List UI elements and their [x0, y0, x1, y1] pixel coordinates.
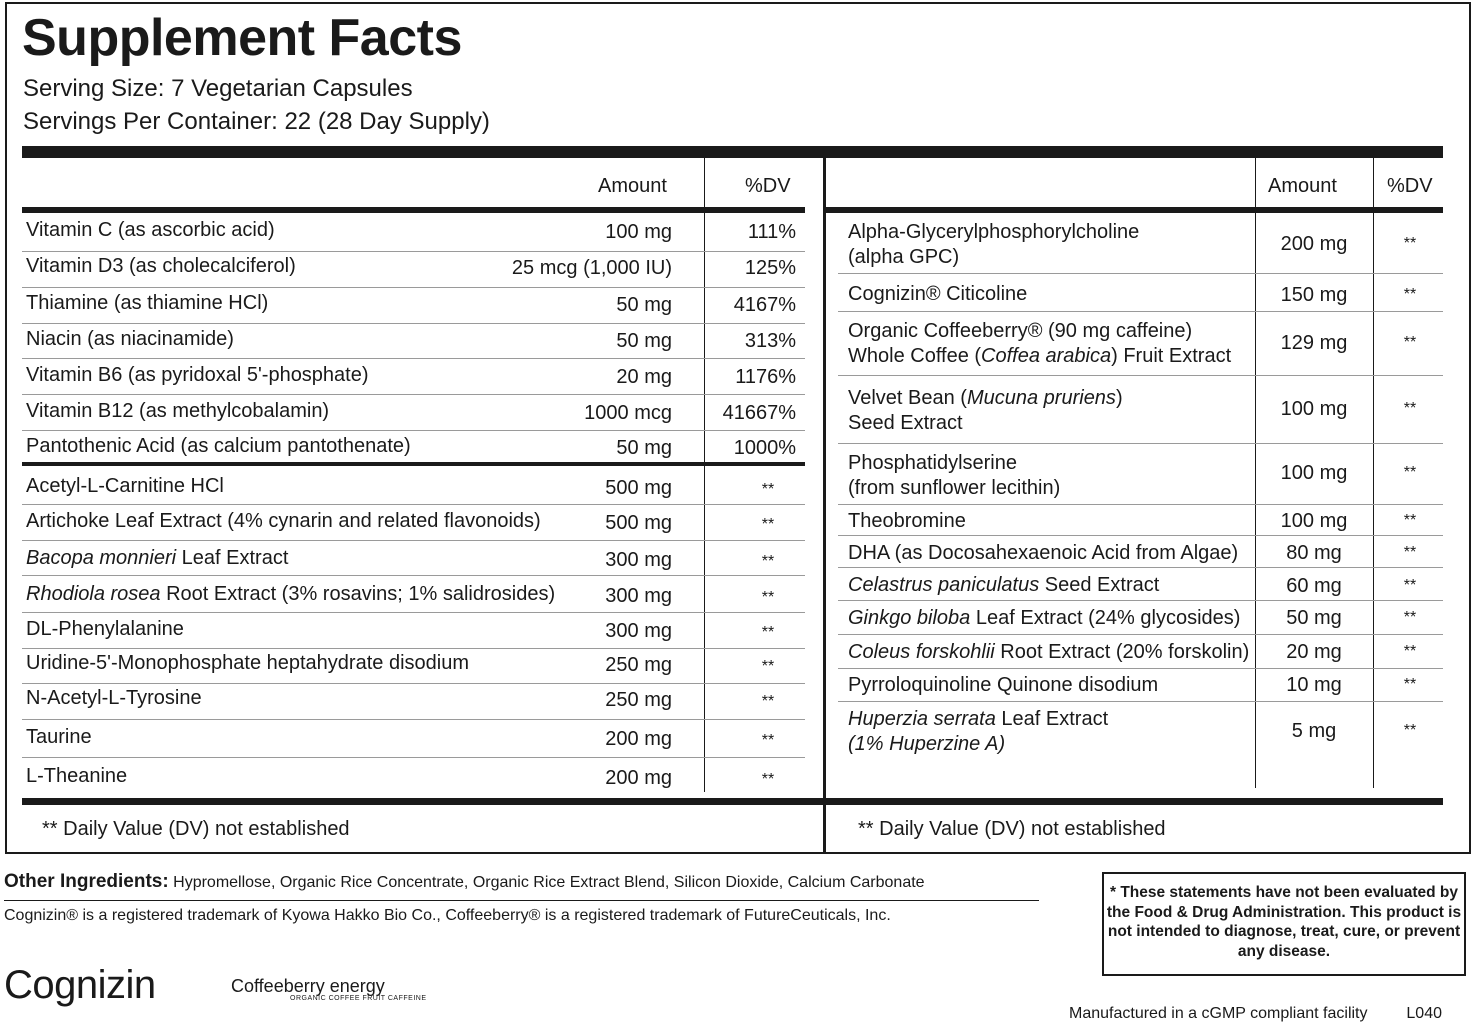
nutrient-name-italic: Bacopa monnieri: [26, 547, 177, 569]
nutrient-dv: **: [1403, 512, 1417, 529]
nutrient-name: [26, 291, 268, 315]
nutrient-name-text: Pantothenic Acid (as calcium pantothenate): [26, 435, 411, 457]
nutrient-name-text: Root Extract (3% rosavins; 1% salidrosides): [160, 583, 556, 605]
nutrient-name-line2: [848, 245, 1139, 270]
nutrient-amount: 60 mg: [1286, 575, 1342, 597]
nutrient-amount: 1000 mcg: [584, 402, 672, 424]
nutrient-amount: 250 mg: [605, 654, 672, 676]
nutrient-name-text: Seed Extract: [1039, 574, 1160, 596]
nutrient-dv: **: [1403, 577, 1417, 594]
nutrient-name-line1: [848, 673, 1158, 697]
nutrient-name-line1: [848, 220, 1139, 245]
nutrient-dv: **: [761, 553, 775, 570]
nutrient-name-italic: Rhodiola rosea: [26, 583, 161, 605]
nutrient-amount: 100 mg: [1280, 462, 1348, 484]
nutrient-amount: 25 mcg (1,000 IU): [511, 257, 672, 279]
nutrient-dv: **: [1403, 235, 1417, 252]
nutrient-name: [848, 386, 1123, 436]
nutrient-name: [26, 363, 369, 387]
row-divider: [838, 600, 1443, 601]
nutrient-name-line1: [848, 541, 1238, 565]
right-dv-note: ** Daily Value (DV) not established: [858, 818, 1166, 840]
nutrient-amount: 100 mg: [605, 221, 672, 243]
row-divider: [838, 668, 1443, 669]
nutrient-dv: **: [1403, 643, 1417, 660]
nutrient-name: [26, 546, 288, 570]
left-dv-header: %DV: [745, 175, 791, 197]
nutrient-name: [848, 640, 1249, 664]
servings-per-container: Servings Per Container: 22 (28 Day Supply): [23, 108, 490, 135]
nutrient-name-line1: [848, 606, 1240, 630]
vitamins-separator-bar: [22, 462, 805, 466]
left-header-bar: [22, 207, 805, 213]
nutrient-amount: 50 mg: [616, 330, 672, 352]
nutrient-name-line2: [848, 476, 1060, 501]
cognizin-logo: Cognizin: [4, 963, 156, 1007]
nutrient-name: [26, 434, 411, 458]
nutrient-name: [26, 764, 127, 788]
nutrient-amount: 50 mg: [616, 437, 672, 459]
nutrient-name-text: Vitamin B6 (as pyridoxal 5'-phosphate): [26, 364, 369, 386]
manufacturing-note: [1069, 1003, 1442, 1025]
right-dv-header: %DV: [1387, 175, 1433, 197]
center-divider: [823, 158, 826, 852]
nutrient-name-text: Phosphatidylserine: [848, 452, 1017, 474]
nutrient-name: [848, 573, 1159, 597]
nutrient-amount: 50 mg: [1286, 607, 1342, 629]
nutrient-name-text: Leaf Extract: [995, 708, 1109, 730]
nutrient-name: [848, 707, 1108, 757]
nutrient-dv: **: [1403, 464, 1417, 481]
nutrient-amount: 200 mg: [605, 767, 672, 789]
nutrient-amount: 200 mg: [605, 728, 672, 750]
coffeeberry-logo: Coffeeberry energy: [231, 976, 385, 996]
nutrient-name: [26, 582, 555, 606]
nutrient-amount: 10 mg: [1286, 674, 1342, 696]
row-divider: [22, 612, 805, 613]
other-ingredients-label: Other Ingredients:: [4, 871, 169, 892]
nutrient-name-text: Vitamin B12 (as methylcobalamin): [26, 400, 330, 422]
nutrient-amount: 20 mg: [1286, 641, 1342, 663]
nutrient-amount: 80 mg: [1286, 542, 1342, 564]
nutrient-dv: **: [1403, 286, 1417, 303]
nutrient-amount: 100 mg: [1280, 398, 1348, 420]
nutrient-name-line1: [848, 573, 1159, 597]
nutrient-name-line1: [848, 707, 1108, 732]
row-divider: [22, 575, 805, 576]
nutrient-amount: 500 mg: [605, 512, 672, 534]
nutrient-amount: 150 mg: [1280, 284, 1348, 306]
nutrient-dv: **: [1403, 609, 1417, 626]
manufactured-text: Manufactured in a cGMP compliant facility: [1069, 1005, 1368, 1022]
bottom-thick-bar: [22, 798, 1443, 805]
nutrient-name-italic: Huperzia serrata: [848, 708, 996, 730]
left-dv-note: ** Daily Value (DV) not established: [42, 818, 350, 840]
nutrient-name-text: Vitamin C (as ascorbic acid): [26, 219, 275, 241]
nutrient-dv: **: [761, 481, 775, 498]
row-divider: [22, 683, 805, 684]
nutrient-dv: **: [761, 771, 775, 788]
nutrient-dv: 1000%: [733, 437, 796, 459]
row-divider: [838, 701, 1443, 702]
nutrient-dv: **: [761, 658, 775, 675]
nutrient-name: [26, 686, 202, 710]
nutrient-amount: 300 mg: [605, 585, 672, 607]
nutrient-name: [26, 399, 329, 423]
nutrient-dv: **: [761, 589, 775, 606]
nutrient-amount: 100 mg: [1280, 510, 1348, 532]
right-header-bar: [826, 207, 1443, 213]
nutrient-dv: 4167%: [733, 294, 796, 316]
nutrient-name: [26, 725, 92, 749]
row-divider: [838, 567, 1443, 568]
row-divider: [22, 719, 805, 720]
top-thick-bar: [22, 146, 1443, 158]
right-dv-column-line: [1373, 158, 1374, 788]
nutrient-name-italic: Coleus forskohlii: [848, 641, 995, 663]
nutrient-name: [848, 541, 1238, 565]
nutrient-name: [26, 509, 541, 533]
nutrient-name-line2: [848, 344, 1231, 369]
nutrient-name-line1: [848, 319, 1231, 344]
nutrient-name-text: ): [1115, 387, 1123, 409]
nutrient-name-text: Leaf Extract: [176, 547, 289, 569]
nutrient-name-text: Artichoke Leaf Extract (4% cynarin and related flavonoids): [26, 510, 541, 532]
nutrient-name-text: ) Fruit Extract: [1111, 345, 1232, 367]
nutrient-name: [26, 254, 296, 278]
nutrient-name-italic: Celastrus paniculatus: [848, 574, 1040, 596]
nutrient-name-line1: [848, 509, 966, 533]
nutrient-dv: 125%: [744, 257, 796, 279]
nutrient-name: [848, 606, 1240, 630]
fda-disclaimer: * These statements have not been evaluated by the Food & Drug Administration. This product is not intended to diagnose, treat, cure, or prevent any disease.: [1102, 872, 1466, 976]
nutrient-name-italic: Ginkgo biloba: [848, 607, 971, 629]
nutrient-dv: **: [761, 624, 775, 641]
nutrient-name: [848, 451, 1060, 501]
nutrient-name-text: DL-Phenylalanine: [26, 618, 184, 640]
nutrient-dv: **: [1403, 722, 1417, 739]
lot-code: L040: [1406, 1005, 1442, 1022]
row-divider: [22, 394, 805, 395]
right-amount-column-line: [1255, 158, 1256, 788]
other-ingredients-list: Hypromellose, Organic Rice Concentrate, Organic Rice Extract Blend, Silicon Dioxide, Calcium Carbonate: [173, 874, 925, 891]
nutrient-name-text: (from sunflower lecithin): [848, 477, 1061, 499]
nutrient-name: [26, 327, 234, 351]
nutrient-amount: 300 mg: [605, 549, 672, 571]
left-dv-column-line: [704, 158, 705, 792]
serving-size: Serving Size: 7 Vegetarian Capsules: [23, 75, 413, 102]
nutrient-name-text: L-Theanine: [26, 765, 128, 787]
nutrient-dv: 313%: [744, 330, 796, 352]
nutrient-dv: **: [761, 732, 775, 749]
nutrient-name: [848, 509, 966, 533]
trademark-note: Cognizin® is a registered trademark of Kyowa Hakko Bio Co., Coffeeberry® is a registered trademark of FutureCeuticals, Inc.: [4, 907, 891, 924]
nutrient-name-text: Theobromine: [848, 510, 966, 532]
nutrient-name-line2: [848, 411, 1123, 436]
nutrient-name-text: Taurine: [26, 726, 92, 748]
nutrient-dv: **: [1403, 400, 1417, 417]
nutrient-amount: 300 mg: [605, 620, 672, 642]
nutrient-dv: **: [761, 693, 775, 710]
row-divider: [838, 634, 1443, 635]
nutrient-name-text: Root Extract (20% forskolin): [994, 641, 1250, 663]
nutrient-name: [26, 218, 275, 242]
row-divider: [22, 757, 805, 758]
row-divider: [22, 504, 805, 505]
nutrient-amount: 200 mg: [1280, 233, 1348, 255]
row-divider: [22, 358, 805, 359]
nutrient-name: [26, 474, 224, 498]
row-divider: [22, 430, 805, 431]
row-divider: [22, 251, 805, 252]
nutrient-name-text: Acetyl-L-Carnitine HCl: [26, 475, 224, 497]
row-divider: [22, 323, 805, 324]
nutrient-name: [848, 319, 1231, 369]
row-divider: [838, 311, 1443, 312]
nutrient-amount: 500 mg: [605, 477, 672, 499]
nutrient-name-text: (alpha GPC): [848, 246, 960, 268]
nutrient-name-line1: [848, 282, 1027, 306]
nutrient-name-text: Velvet Bean (: [848, 387, 967, 409]
nutrient-amount: 250 mg: [605, 689, 672, 711]
nutrient-name-text: Alpha-Glycerylphosphorylcholine: [848, 221, 1140, 243]
nutrient-name-text: Pyrroloquinoline Quinone disodium: [848, 674, 1159, 696]
nutrient-name: [848, 282, 1027, 306]
row-divider: [22, 287, 805, 288]
row-divider: [22, 648, 805, 649]
nutrient-name-italic: Mucuna pruriens: [966, 387, 1116, 409]
other-ingredients-rule: [4, 900, 1039, 901]
row-divider: [838, 443, 1443, 444]
row-divider: [838, 375, 1443, 376]
nutrient-name-text: Vitamin D3 (as cholecalciferol): [26, 255, 296, 277]
nutrient-name-text: (1% Huperzine A): [848, 733, 1006, 755]
other-ingredients: [4, 870, 925, 895]
row-divider: [22, 540, 805, 541]
nutrient-name-italic: Coffea arabica: [981, 345, 1112, 367]
nutrient-name-line1: [848, 386, 1123, 411]
coffeeberry-logo-subtitle: ORGANIC COFFEE FRUIT CAFFEINE: [290, 995, 427, 1002]
nutrient-name-text: Organic Coffeeberry® (90 mg caffeine): [848, 320, 1193, 342]
nutrient-amount: 5 mg: [1291, 720, 1337, 742]
nutrient-name: [26, 651, 469, 675]
row-divider: [838, 273, 1443, 274]
nutrient-dv: **: [761, 516, 775, 533]
page-title: Supplement Facts: [22, 9, 462, 67]
nutrient-name-text: DHA (as Docosahexaenoic Acid from Algae): [848, 542, 1239, 564]
row-divider: [838, 535, 1443, 536]
left-amount-header: Amount: [598, 175, 667, 197]
right-amount-header: Amount: [1268, 175, 1337, 197]
nutrient-name-text: Leaf Extract (24% glycosides): [970, 607, 1241, 629]
nutrient-name-line1: [848, 640, 1249, 664]
nutrient-name-line2: [848, 732, 1108, 757]
nutrient-name-text: Cognizin® Citicoline: [848, 283, 1028, 305]
nutrient-amount: 50 mg: [616, 294, 672, 316]
nutrient-dv: **: [1403, 676, 1417, 693]
nutrient-name-text: Uridine-5'-Monophosphate heptahydrate disodium: [26, 652, 469, 674]
nutrient-name-text: Whole Coffee (: [848, 345, 982, 367]
nutrient-dv: 41667%: [722, 402, 796, 424]
nutrient-amount: 20 mg: [616, 366, 672, 388]
nutrient-name: [848, 220, 1139, 270]
nutrient-name-text: N-Acetyl-L-Tyrosine: [26, 687, 202, 709]
nutrient-name: [26, 617, 184, 641]
nutrient-dv: **: [1403, 334, 1417, 351]
nutrient-name: [848, 673, 1158, 697]
nutrient-name-text: Seed Extract: [848, 412, 963, 434]
nutrient-name-line1: [848, 451, 1060, 476]
nutrient-name-text: Niacin (as niacinamide): [26, 328, 234, 350]
row-divider: [838, 504, 1443, 505]
nutrient-name-text: Thiamine (as thiamine HCl): [26, 292, 269, 314]
nutrient-dv: 1176%: [735, 366, 796, 388]
nutrient-dv: **: [1403, 544, 1417, 561]
nutrient-dv: 111%: [747, 221, 796, 243]
nutrient-amount: 129 mg: [1280, 332, 1348, 354]
